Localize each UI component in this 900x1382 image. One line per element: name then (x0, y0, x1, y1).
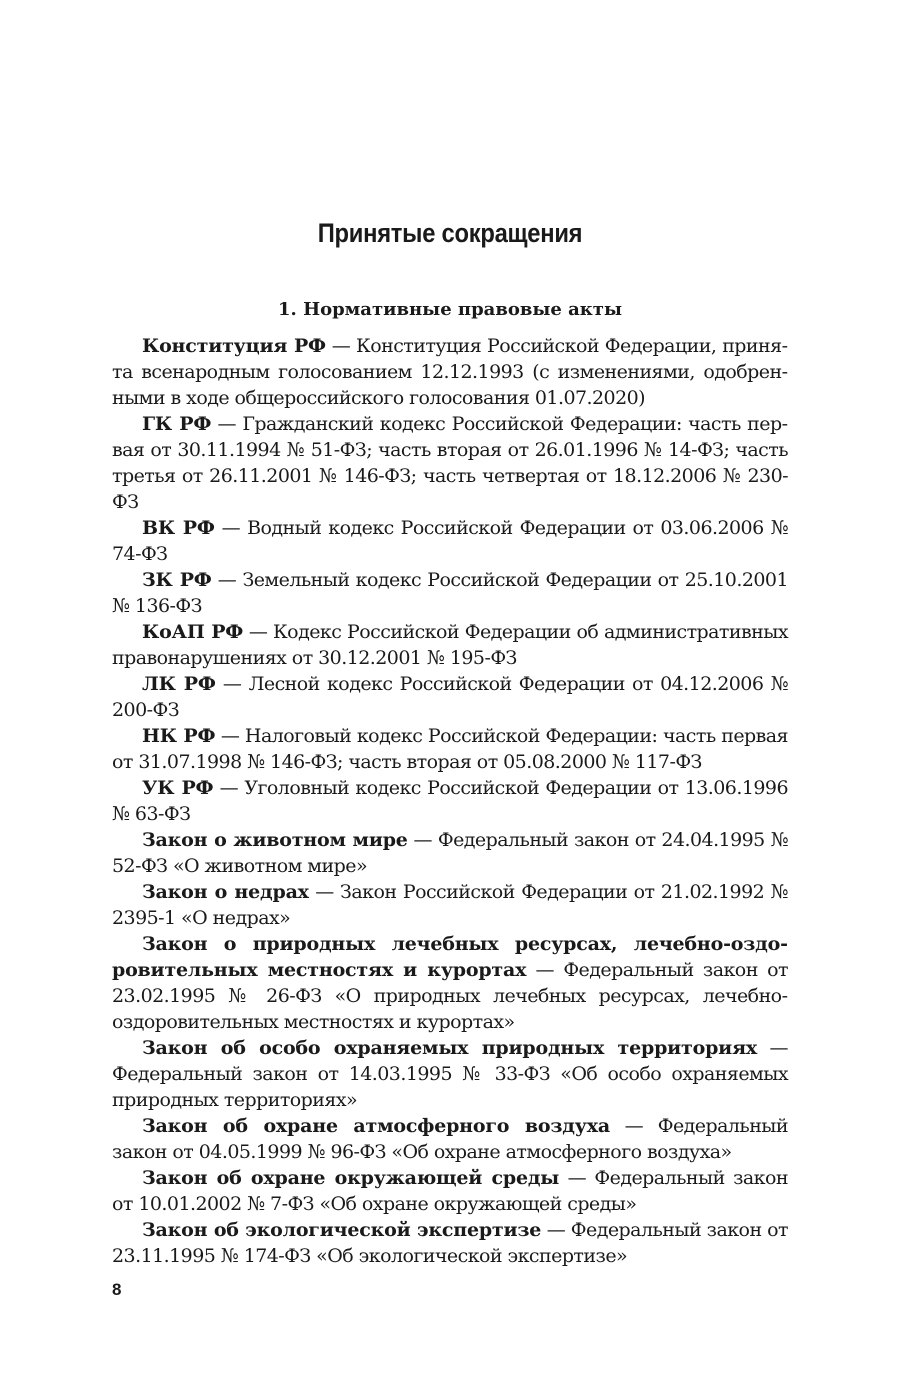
abbreviation-term: УК РФ (142, 777, 214, 799)
abbreviation-entry (112, 1217, 788, 1269)
abbreviation-term: Конституция РФ (142, 335, 326, 357)
page-title: Принятые сокращения (317, 218, 583, 248)
abbreviation-definition: — Федеральный закон от 24.04.1995 № 52-ФЗ «О животном мире» (112, 829, 788, 877)
abbreviation-term: Закон о природных лечебных ресурсах, лечебно-оздоровительных местностях и курортах (112, 933, 788, 981)
abbreviation-entry (112, 671, 788, 723)
abbreviation-definition: — Федеральный закон от 04.05.1999 № 96-ФЗ «Об охране атмосферного воздуха» (112, 1115, 788, 1163)
abbreviation-term: ГК РФ (142, 413, 212, 435)
abbreviation-term: Закон о недрах (142, 881, 309, 903)
abbreviation-term: Закон о животном мире (142, 829, 408, 851)
document-page (112, 0, 788, 1382)
abbreviation-entry (112, 567, 788, 619)
abbreviation-entry (112, 411, 788, 515)
abbreviation-definition: — Земельный кодекс Российской Федерации от 25.10.2001 № 136-ФЗ (112, 569, 788, 617)
abbreviation-entry (112, 879, 788, 931)
abbreviation-term: Закон об охране окружающей среды (142, 1167, 560, 1189)
section-title: 1. Нормативные правовые акты (278, 299, 622, 320)
abbreviation-list (112, 333, 788, 1269)
abbreviation-definition: — Лесной кодекс Российской Федерации от 04.12.2006 № 200-ФЗ (112, 673, 789, 721)
abbreviation-definition: — Закон Российской Федерации от 21.02.1992 № 2395-1 «О недрах» (112, 881, 788, 929)
abbreviation-term: ЗК РФ (142, 569, 212, 591)
abbreviation-entry (112, 1035, 788, 1113)
abbreviation-entry (112, 775, 788, 827)
abbreviation-entry (112, 723, 788, 775)
abbreviation-term: ВК РФ (142, 517, 215, 539)
abbreviation-entry (112, 931, 788, 1035)
abbreviation-definition: — Уголовный кодекс Российской Федерации от 13.06.1996 № 63-ФЗ (112, 777, 788, 825)
abbreviation-definition: — Гражданский кодекс Российской Федерации: часть первая от 30.11.1994 № 51-ФЗ; часть вторая от 26.01.1996 № 14-ФЗ; часть третья от 26.11.2001 № 146-ФЗ; часть четвертая от 18.12.2006 № 230-ФЗ (112, 413, 788, 513)
abbreviation-term: НК РФ (142, 725, 216, 747)
abbreviation-definition: — Кодекс Российской Федерации об административных правонарушениях от 30.12.2001 № 195-ФЗ (112, 621, 788, 669)
page-number: 8 (112, 1280, 122, 1299)
abbreviation-term: КоАП РФ (142, 621, 244, 643)
abbreviation-entry (112, 515, 788, 567)
abbreviation-entry (112, 827, 788, 879)
abbreviation-definition: — Конституция Российской Федерации, принята всенародным голосованием 12.12.1993 (с изменениями, одобренными в ходе общероссийского голосования 01.07.2020) (112, 335, 789, 409)
abbreviation-term: ЛК РФ (142, 673, 216, 695)
abbreviation-entry (112, 1113, 788, 1165)
abbreviation-term: Закон об особо охраняемых природных территориях (142, 1037, 758, 1059)
abbreviation-definition: — Федеральный закон от 23.11.1995 № 174-ФЗ «Об экологической экспертизе» (112, 1219, 788, 1267)
abbreviation-definition: — Федеральный закон от 14.03.1995 № 33-ФЗ «Об особо охраняемых природных территориях» (112, 1037, 788, 1111)
abbreviation-entry (112, 1165, 788, 1217)
abbreviation-definition: — Водный кодекс Российской Федерации от 03.06.2006 № 74-ФЗ (112, 517, 788, 565)
abbreviation-entry (112, 333, 788, 411)
abbreviation-definition: — Федеральный закон от 23.02.1995 № 26-ФЗ «О природных лечебных ресурсах, лечебнооздоровительных местностях и курортах» (112, 959, 788, 1033)
abbreviation-definition: — Федеральный закон от 10.01.2002 № 7-ФЗ «Об охране окружающей среды» (112, 1167, 788, 1215)
abbreviation-entry (112, 619, 788, 671)
abbreviation-definition: — Налоговый кодекс Российской Федерации: часть первая от 31.07.1998 № 146-ФЗ; часть вторая от 05.08.2000 № 117-ФЗ (112, 725, 788, 773)
abbreviation-term: Закон об охране атмосферного воздуха (142, 1115, 610, 1137)
abbreviation-term: Закон об экологической экспертизе (142, 1219, 542, 1241)
